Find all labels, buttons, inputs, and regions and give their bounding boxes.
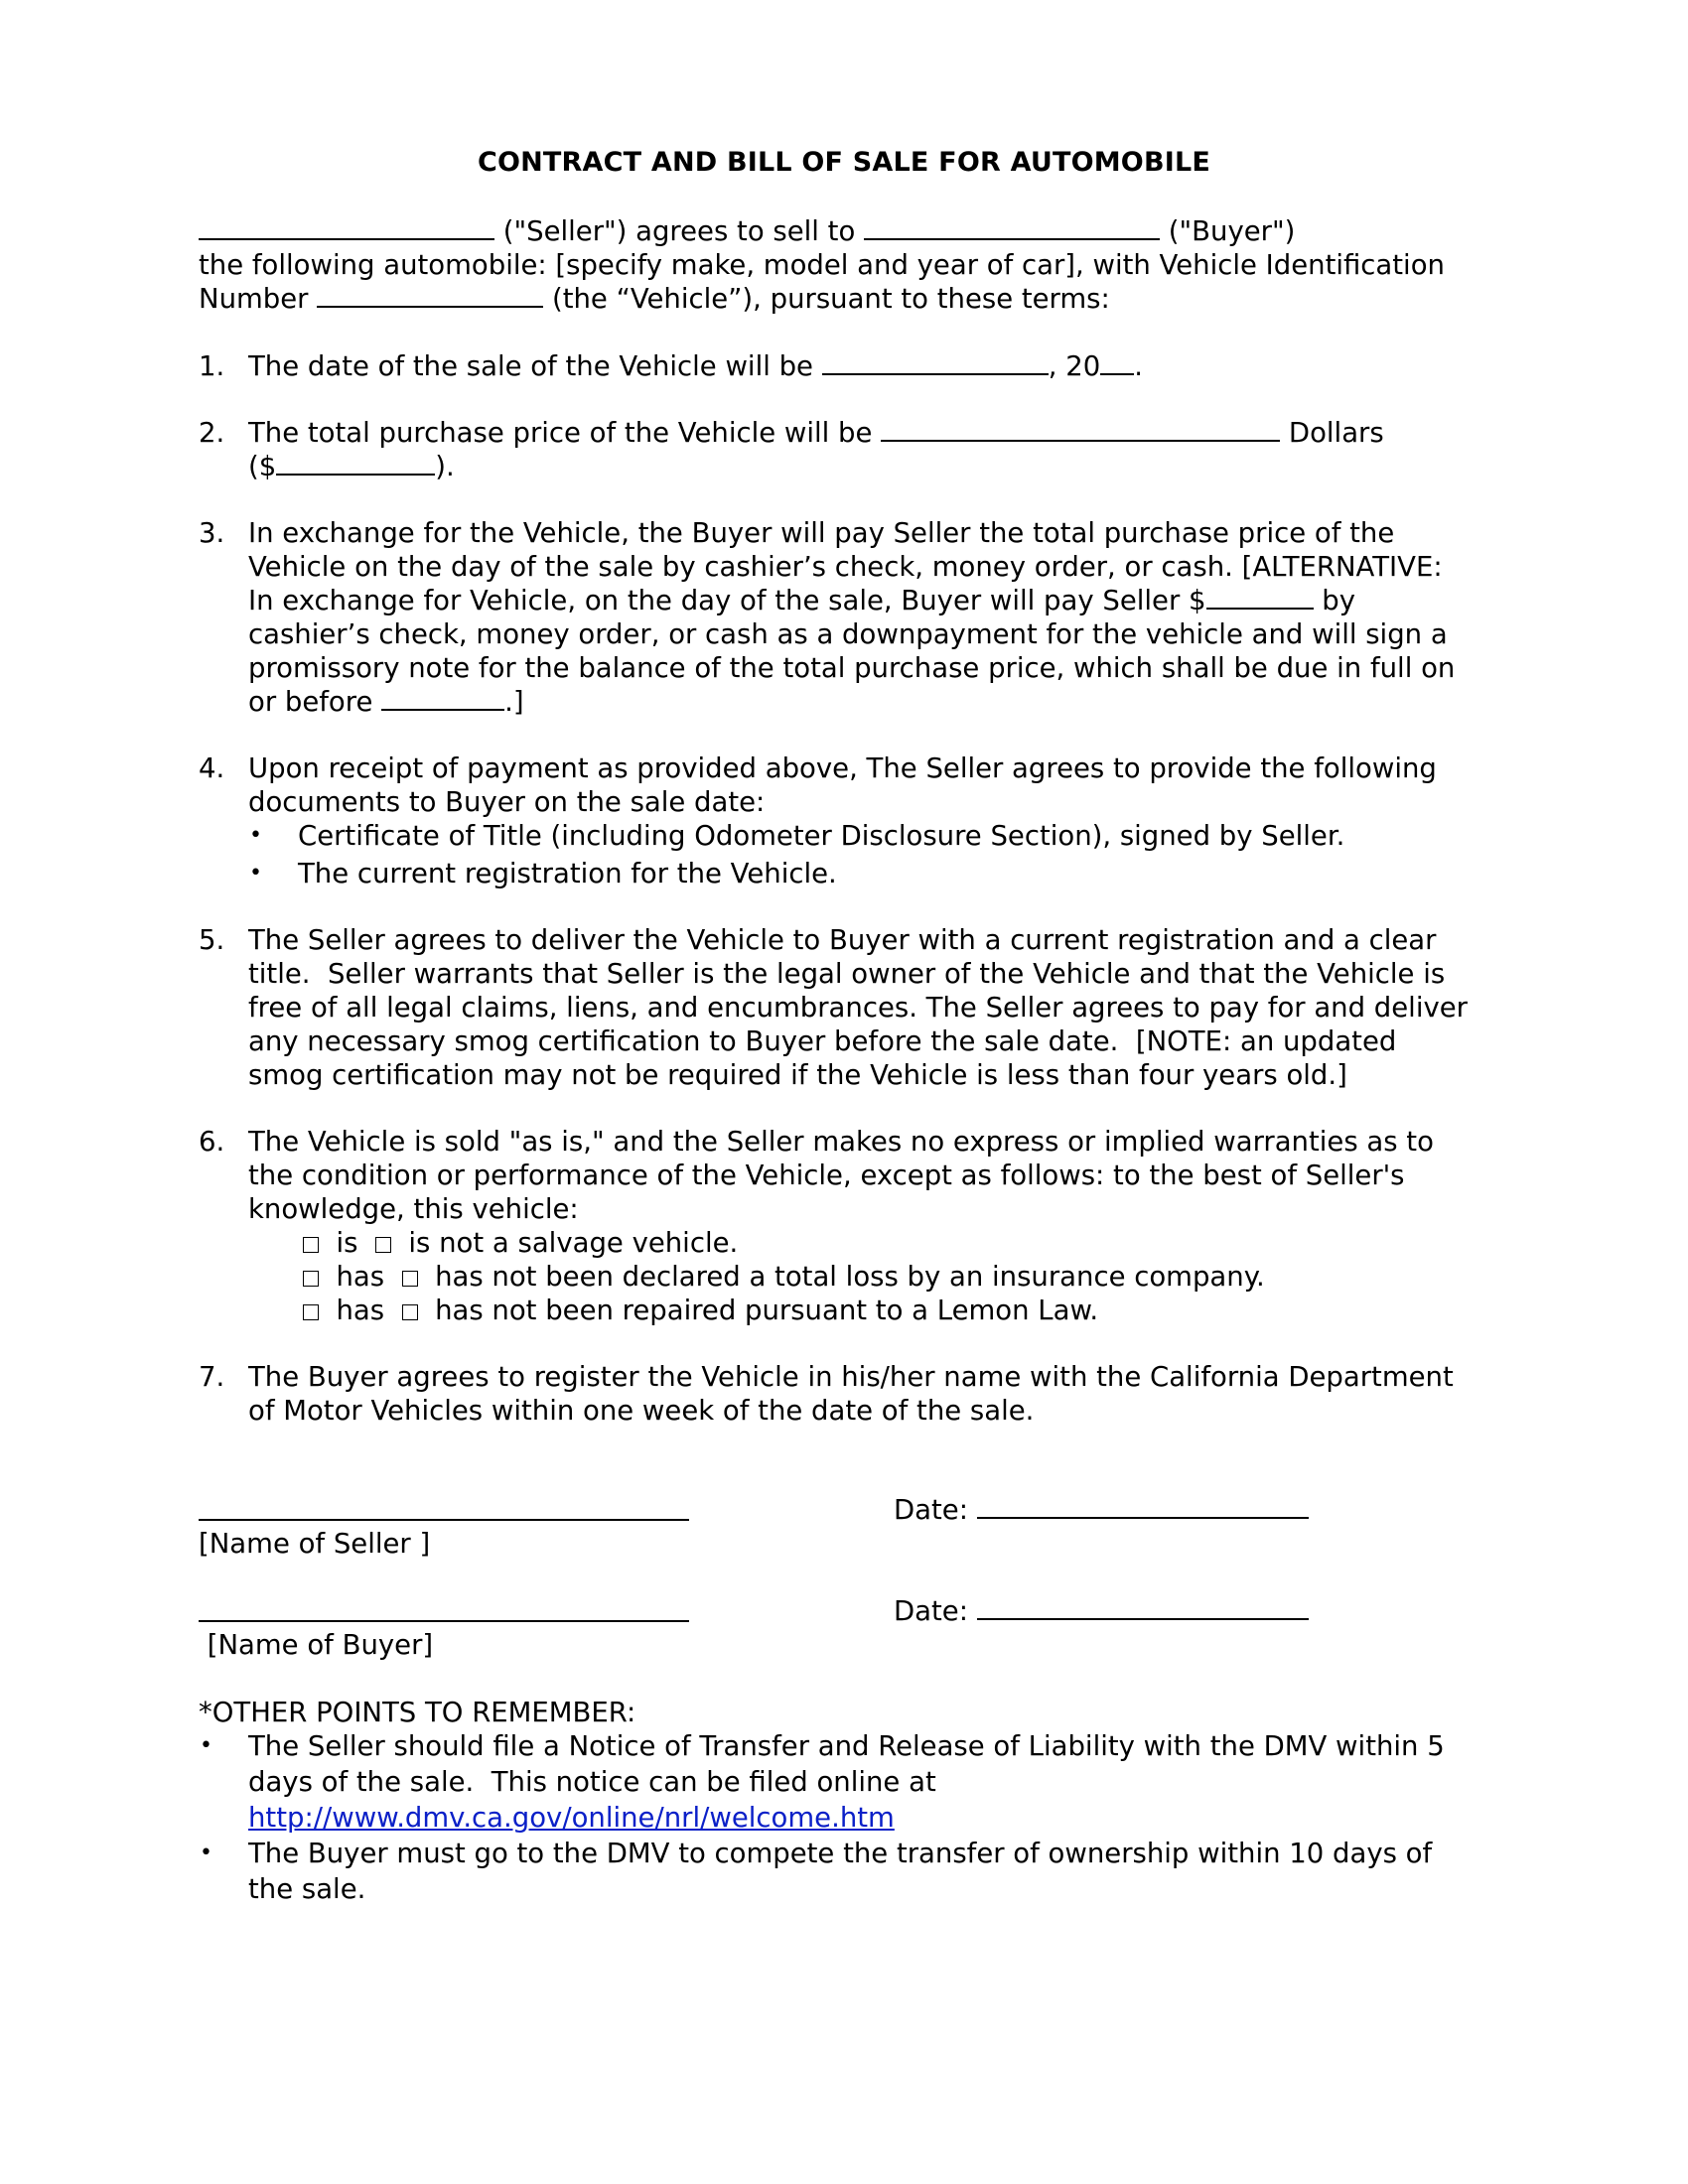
term-2-line: The total purchase price of the Vehicle will be <box>248 417 873 449</box>
other-point-1-line-1: The Seller should file a Notice of Transfer and Release of Liability with the DMV within 5 <box>248 1730 1445 1762</box>
other-point-1-link-line <box>248 1801 895 1835</box>
date-label: Date: <box>894 1595 968 1627</box>
term-2-dollar-prefix: ($ <box>248 451 277 482</box>
bullet-dot-icon: • <box>200 1733 212 1758</box>
downpayment-blank[interactable] <box>1206 584 1314 610</box>
intro-line-3 <box>199 282 1110 316</box>
term-3-line-4: cashier’s check, money order, or cash as a downpayment for the vehicle and will sign a <box>248 618 1448 650</box>
term-2-number: 2. <box>199 417 225 449</box>
check-row-total-loss <box>303 1260 1265 1294</box>
empty-checkbox-icon[interactable] <box>375 1237 391 1253</box>
term-5-number: 5. <box>199 924 225 956</box>
intro-buyer-text: ("Buyer") <box>1168 215 1296 247</box>
term-1-line: The date of the sale of the Vehicle will be <box>248 350 813 382</box>
empty-checkbox-icon[interactable] <box>402 1304 418 1320</box>
term-1-number: 1. <box>199 350 225 382</box>
term-6-line-2: the condition or performance of the Vehicle, except as follows: to the best of Seller's <box>248 1160 1405 1191</box>
buyer-name-blank[interactable] <box>864 214 1160 240</box>
intro-terms-text: (the “Vehicle”), pursuant to these terms: <box>551 283 1110 315</box>
term-5-line-2: title. Seller warrants that Seller is the legal owner of the Vehicle and that the Vehicle is <box>248 958 1446 990</box>
term-1-year-prefix: , 20 <box>1048 350 1101 382</box>
bullet-dot-icon: • <box>249 861 262 886</box>
term-1-period: . <box>1134 350 1143 382</box>
term-4-line-1: Upon receipt of payment as provided above, The Seller agrees to provide the following <box>248 752 1437 784</box>
term-3-by: by <box>1322 585 1355 616</box>
term-3-line-1: In exchange for the Vehicle, the Buyer will pay Seller the total purchase price of the <box>248 517 1395 549</box>
term-6-line-1: The Vehicle is sold "as is," and the Seller makes no express or implied warranties as to <box>248 1126 1434 1158</box>
check-option-has: has <box>336 1295 385 1326</box>
bullet-dot-icon: • <box>200 1841 212 1865</box>
term-4-bullet-2: The current registration for the Vehicle. <box>298 858 837 889</box>
date-label: Date: <box>894 1494 968 1526</box>
empty-checkbox-icon[interactable] <box>402 1271 418 1287</box>
other-point-2-line-1: The Buyer must go to the DMV to compete the transfer of ownership within 10 days of <box>248 1838 1433 1869</box>
bullet-dot-icon: • <box>249 823 262 848</box>
term-3-line-3 <box>248 584 1355 617</box>
term-7-number: 7. <box>199 1361 225 1393</box>
term-7-line-1: The Buyer agrees to register the Vehicle in his/her name with the California Department <box>248 1361 1454 1393</box>
check-option-has: has <box>336 1261 385 1293</box>
term-3-close: .] <box>504 686 524 718</box>
term-1-text <box>248 349 1143 383</box>
check-option-has-not: has not been declared a total loss by an insurance company. <box>435 1261 1265 1293</box>
check-row-salvage <box>303 1226 738 1260</box>
due-date-blank[interactable] <box>381 685 504 711</box>
intro-line-1 <box>199 214 1295 248</box>
empty-checkbox-icon[interactable] <box>303 1271 319 1287</box>
empty-checkbox-icon[interactable] <box>303 1304 319 1320</box>
check-option-is: is <box>336 1227 358 1259</box>
seller-date-label <box>894 1493 1309 1527</box>
other-point-1-line-2: days of the sale. This notice can be filed online at <box>248 1766 936 1798</box>
intro-seller-text: ("Seller") agrees to sell to <box>502 215 856 247</box>
term-5-line-1: The Seller agrees to deliver the Vehicle to Buyer with a current registration and a clear <box>248 924 1437 956</box>
check-row-lemon-law <box>303 1294 1098 1327</box>
term-3-line-6 <box>248 685 524 719</box>
vin-blank[interactable] <box>317 282 543 308</box>
term-4-bullet-1: Certificate of Title (including Odometer Disclosure Section), signed by Seller. <box>298 820 1345 852</box>
term-7-line-2: of Motor Vehicles within one week of the date of the sale. <box>248 1395 1035 1427</box>
term-5-line-4: any necessary smog certification to Buyer before the sale date. [NOTE: an updated <box>248 1025 1397 1057</box>
buyer-date-blank[interactable] <box>977 1594 1309 1620</box>
check-option-is-not: is not a salvage vehicle. <box>408 1227 739 1259</box>
term-6-line-3: knowledge, this vehicle: <box>248 1193 579 1225</box>
term-3-line-5: promissory note for the balance of the total purchase price, which shall be due in full on <box>248 652 1456 684</box>
seller-signature-line[interactable] <box>199 1519 689 1521</box>
buyer-date-label <box>894 1594 1309 1628</box>
term-2-close: ). <box>435 451 455 482</box>
term-4-line-2: documents to Buyer on the sale date: <box>248 786 766 818</box>
price-words-blank[interactable] <box>881 416 1280 442</box>
term-2-text <box>248 416 1384 450</box>
term-3-number: 3. <box>199 517 225 549</box>
sale-date-blank[interactable] <box>822 349 1049 375</box>
dmv-link[interactable]: http://www.dmv.ca.gov/online/nrl/welcome.htm <box>248 1802 895 1834</box>
other-points-heading: *OTHER POINTS TO REMEMBER: <box>199 1697 636 1728</box>
intro-line-2: the following automobile: [specify make, model and year of car], with Vehicle Identification <box>199 249 1445 281</box>
buyer-signature-line[interactable] <box>199 1620 689 1622</box>
intro-number-label: Number <box>199 283 309 315</box>
term-5-line-3: free of all legal claims, liens, and encumbrances. The Seller agrees to pay for and deliver <box>248 992 1468 1024</box>
term-2-dollars: Dollars <box>1288 417 1384 449</box>
price-number-blank[interactable] <box>276 450 435 476</box>
term-3-downpayment-text: In exchange for Vehicle, on the day of the sale, Buyer will pay Seller $ <box>248 585 1206 616</box>
empty-checkbox-icon[interactable] <box>303 1237 319 1253</box>
term-2-text-line-2 <box>248 450 455 483</box>
seller-name-blank[interactable] <box>199 214 494 240</box>
buyer-name-label: [Name of Buyer] <box>199 1629 434 1661</box>
term-5-line-5: smog certification may not be required if the Vehicle is less than four years old.] <box>248 1059 1347 1091</box>
seller-date-blank[interactable] <box>977 1493 1309 1519</box>
sale-year-blank[interactable] <box>1100 349 1134 375</box>
document-title: CONTRACT AND BILL OF SALE FOR AUTOMOBILE <box>477 147 1211 178</box>
check-option-has-not: has not been repaired pursuant to a Lemon Law. <box>435 1295 1099 1326</box>
term-3-line-2: Vehicle on the day of the sale by cashier’s check, money order, or cash. [ALTERNATIVE: <box>248 551 1443 583</box>
seller-name-label: [Name of Seller ] <box>199 1528 431 1560</box>
term-6-number: 6. <box>199 1126 225 1158</box>
other-point-2-line-2: the sale. <box>248 1873 366 1905</box>
term-3-or-before: or before <box>248 686 373 718</box>
term-4-number: 4. <box>199 752 225 784</box>
